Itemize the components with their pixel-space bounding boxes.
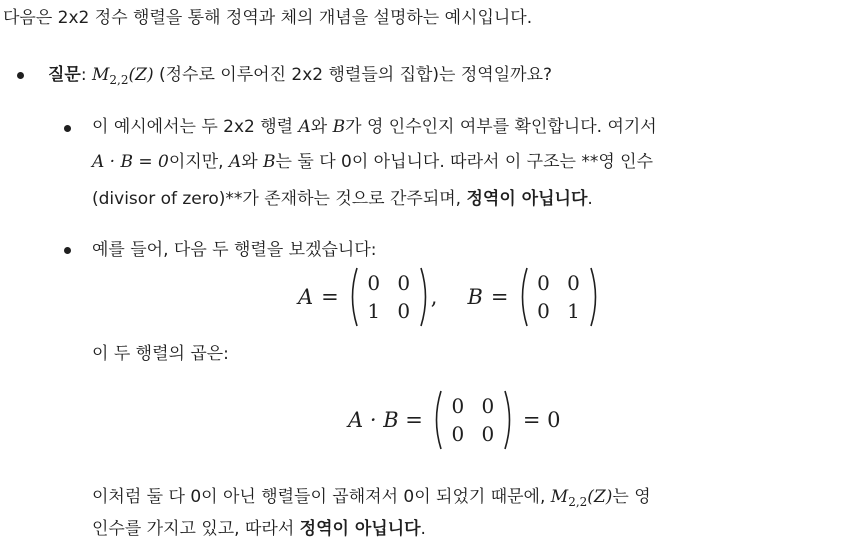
math-A: A	[298, 117, 311, 137]
b2-text: 는 영	[612, 487, 651, 507]
math-A: A	[228, 152, 242, 172]
matrix-cell: 0	[397, 271, 411, 295]
math-Z: (Z)	[587, 487, 613, 507]
matrix-cell: 0	[481, 394, 495, 418]
math-sub: 2,2	[568, 495, 588, 509]
b1-text: 이지만,	[168, 152, 229, 172]
b2-line2: 이 두 행렬의 곱은:	[92, 344, 229, 364]
math-B: B	[332, 117, 346, 137]
b2-line4	[92, 517, 426, 541]
left-paren-icon	[431, 389, 443, 451]
matrix-A-label: A	[298, 285, 314, 309]
matrix-cell: 0	[451, 422, 465, 446]
math-product: A · B = 0	[92, 152, 169, 172]
b1-text: 가 영 인수인지 여부를 확인합니다. 여기서	[345, 117, 657, 137]
equation-matrices	[298, 266, 601, 328]
equals-sign: =	[490, 285, 509, 309]
question-label: 질문	[48, 65, 81, 85]
product-rhs: = 0	[522, 408, 561, 432]
left-paren-icon	[517, 266, 529, 328]
b1-text: 는 둘 다 0이 아닙니다. 따라서 이 구조는 **영 인수	[275, 152, 653, 172]
math-M: M	[92, 65, 110, 85]
b2-text: .	[420, 519, 426, 539]
right-paren-icon	[419, 266, 431, 328]
b1-line1	[92, 115, 657, 139]
b1-text: (divisor of zero)**가 존재하는 것으로 간주되며,	[92, 189, 467, 209]
b2-line3	[92, 485, 651, 514]
product-lhs: A · B =	[348, 408, 423, 432]
matrix-A	[359, 271, 419, 323]
b2-text: 이처럼 둘 다 0이 아닌 행렬들이 곱해져서 0이 되었기 때문에,	[92, 487, 551, 507]
question-text: (정수로 이루어진 2x2 행렬들의 집합)는 정역일까요?	[153, 65, 553, 85]
left-paren-icon	[347, 266, 359, 328]
math-Z: (Z)	[128, 65, 154, 85]
bullet-dot	[17, 72, 24, 79]
right-paren-icon	[589, 266, 601, 328]
b1-line2	[92, 150, 653, 174]
matrix-cell: 0	[397, 299, 411, 323]
equals-sign: =	[321, 285, 339, 309]
matrix-cell: 0	[481, 422, 495, 446]
b1-line3	[92, 187, 593, 211]
b1-text: 와	[241, 152, 264, 172]
matrix-cell: 0	[367, 271, 381, 295]
matrix-B	[529, 271, 589, 323]
comma: ,	[430, 285, 438, 309]
b1-text: 이 예시에서는 두 2x2 행렬	[92, 117, 299, 137]
matrix-B-label: B	[467, 285, 483, 309]
bullet-dot	[64, 247, 71, 254]
bold-conclusion: 정역이 아닙니다	[299, 519, 421, 539]
matrix-cell: 0	[567, 271, 580, 295]
b2-text: 인수를 가지고 있고, 따라서	[92, 519, 300, 539]
b2-line1: 예를 들어, 다음 두 행렬을 보겠습니다:	[92, 240, 377, 260]
math-B: B	[263, 152, 276, 172]
right-paren-icon	[503, 389, 515, 451]
matrix-cell: 0	[451, 394, 465, 418]
matrix-cell: 0	[537, 299, 550, 323]
matrix-cell: 1	[367, 299, 381, 323]
b1-text: 와	[310, 117, 333, 137]
math-M: M	[550, 487, 569, 507]
equation-product	[348, 389, 561, 451]
question-line	[48, 63, 552, 92]
matrix-cell: 1	[567, 299, 580, 323]
question-colon: :	[80, 65, 87, 85]
bullet-dot	[64, 125, 71, 132]
matrix-cell: 0	[537, 271, 550, 295]
b1-text: .	[587, 189, 593, 209]
intro-text: 다음은 2x2 정수 행렬을 통해 정역과 체의 개념을 설명하는 예시입니다.	[3, 8, 533, 28]
bold-conclusion: 정역이 아닙니다	[466, 189, 588, 209]
math-sub: 2,2	[109, 73, 129, 87]
matrix-product	[443, 394, 503, 446]
